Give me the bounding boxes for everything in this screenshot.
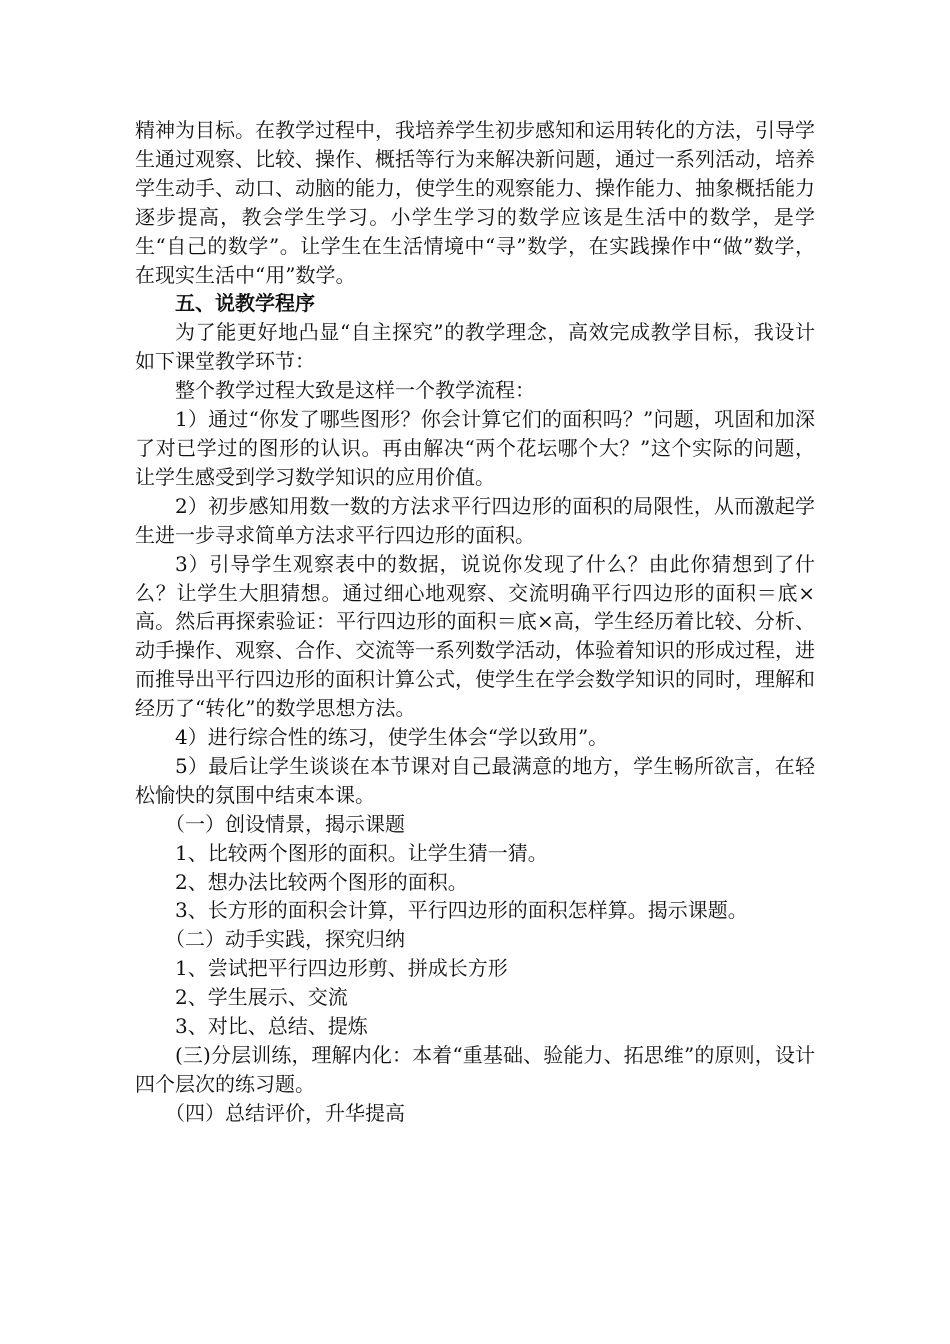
subheading-part-4: （四）总结评价，升华提高 <box>165 1100 405 1125</box>
section-heading-teaching-procedure: 五、说教学程序 <box>175 291 315 316</box>
list-item-part-2-3: 3、对比、总结、提炼 <box>175 1014 368 1039</box>
list-item-part-2-2: 2、学生展示、交流 <box>175 985 348 1010</box>
subheading-part-2: （二）动手实践，探究归纳 <box>165 927 405 952</box>
paragraph-step-4: 4）进行综合性的练习，使学生体会“学以致用”。 <box>175 725 609 750</box>
paragraph-design-intro: 为了能更好地凸显“自主探究”的教学理念，高效完成教学目标，我设计如下课堂教学环节： <box>135 320 815 374</box>
paragraph-flow-intro: 整个教学过程大致是这样一个教学流程： <box>175 378 535 403</box>
paragraph-part-3: (三)分层训练，理解内化：本着“重基础、验能力、拓思维”的原则，设计四个层次的练习题。 <box>135 1043 815 1096</box>
subheading-part-1: （一）创设情景，揭示课题 <box>165 811 405 836</box>
document-page <box>135 116 815 1128</box>
paragraph-step-2: 2）初步感知用数一数的方法求平行四边形的面积的局限性，从而激起学生进一步寻求简单方法求平行四边形的面积。 <box>135 493 815 547</box>
list-item-part-2-1: 1、尝试把平行四边形剪、拼成长方形 <box>175 956 508 981</box>
paragraph-step-1: 1）通过“你发了哪些图形？你会计算它们的面积吗？”问题，巩固和加深了对已学过的图形的认识。再由解决“两个花坛哪个大？”这个实际的问题，让学生感受到学习数学知识的应用价值。 <box>135 407 815 489</box>
paragraph-intro-continued: 精神为目标。在教学过程中，我培养学生初步感知和运用转化的方法，引导学生通过观察、比较、操作、概括等行为来解决新问题，通过一系列活动，培养学生动手、动口、动脑的能力，使学生的观察能力、操作能力、抽象概括能力逐步提高，教会学生学习。小学生学习的数学应该是生活中的数学，是学生“自己的数学”。让学生在生活情境中“寻”数学，在实践操作中“做”数学，在现实生活中“用”数学。 <box>135 118 815 287</box>
paragraph-step-5: 5）最后让学生谈谈在本节课对自己最满意的地方，学生畅所欲言，在轻松愉快的氛围中结束本课。 <box>135 753 815 807</box>
list-item-part-1-2: 2、想办法比较两个图形的面积。 <box>175 869 468 894</box>
list-item-part-1-3: 3、长方形的面积会计算，平行四边形的面积怎样算。揭示课题。 <box>175 898 748 923</box>
paragraph-step-3: 3）引导学生观察表中的数据，说说你发现了什么？由此你猜想到了什么？让学生大胆猜想。通过细心地观察、交流明确平行四边形的面积＝底×高。然后再探索验证：平行四边形的面积＝底×高，学生经历着比较、分析、动手操作、观察、合作、交流等一系列数学活动，体验着知识的形成过程，进而推导出平行四边形的面积计算公式，使学生在学会数学知识的同时，理解和经历了“转化”的数学思想方法。 <box>135 551 815 721</box>
list-item-part-1-1: 1、比较两个图形的面积。让学生猜一猜。 <box>175 840 548 865</box>
